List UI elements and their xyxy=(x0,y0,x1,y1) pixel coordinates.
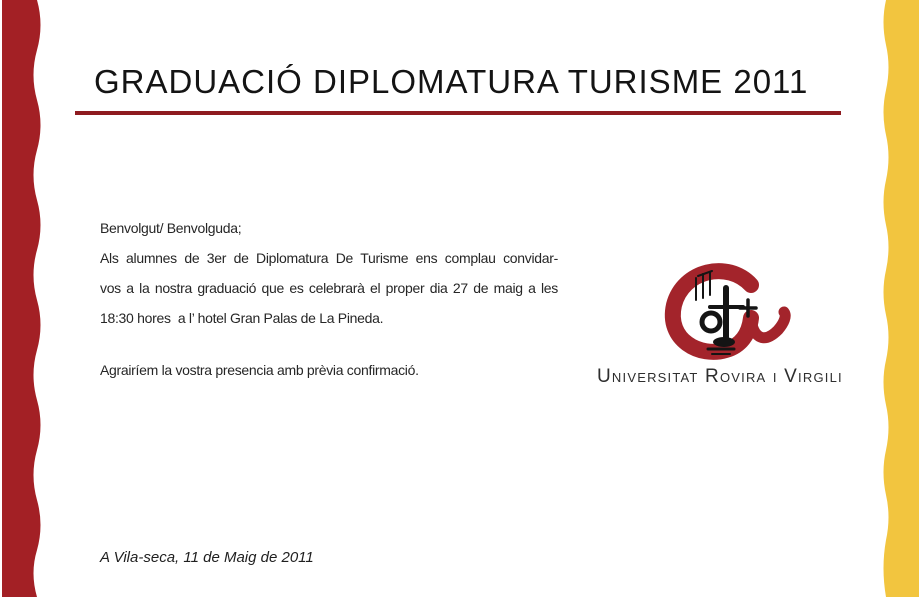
date-line: A Vila-seca, 11 de Maig de 2011 xyxy=(100,549,314,566)
right-wavy-border xyxy=(872,0,922,597)
urv-logo-icon xyxy=(648,250,798,365)
body-line: vos a la nostra graduació que es celebrarà el proper dia 27 de maig a les xyxy=(100,280,558,296)
left-wavy-border xyxy=(0,0,50,597)
urv-wordmark: Universitat Rovira i Virgili xyxy=(597,366,843,387)
letter-body xyxy=(100,213,558,385)
page-title: GRADUACIÓ DIPLOMATURA TURISME 2011 xyxy=(94,63,809,101)
title-divider xyxy=(75,111,841,115)
closing-line: Agrairíem la vostra presencia amb prèvia confirmació. xyxy=(100,362,419,378)
body-line: Als alumnes de 3er de Diplomatura De Turisme ens complau convidar- xyxy=(100,250,558,266)
salutation-line: Benvolgut/ Benvolguda; xyxy=(100,220,242,236)
body-line: 18:30 hores a l’ hotel Gran Palas de La Pineda. xyxy=(100,310,384,326)
